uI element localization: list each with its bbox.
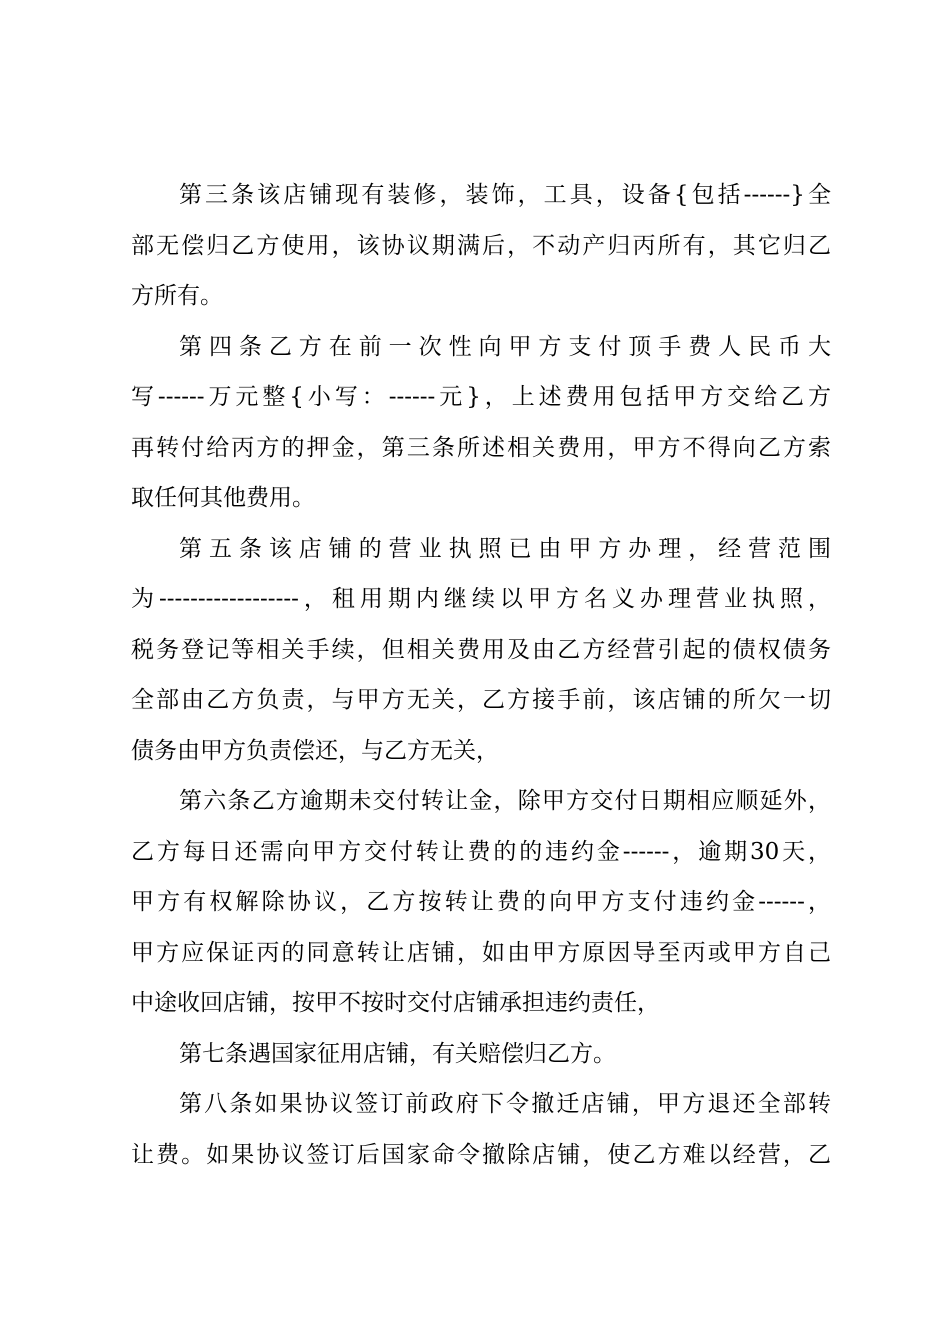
text-line: 第六条乙方逾期未交付转让金，除甲方交付日期相应顺延外，	[179, 788, 831, 814]
text-line: 第七条遇国家征用店铺，有关赔偿归乙方。	[179, 1040, 616, 1067]
text-line: 写------万元整{小写：------元}，上述费用包括甲方交给乙方	[131, 384, 831, 410]
paragraph-article-7	[131, 1029, 831, 1080]
text-line: 再转付给丙方的押金，第三条所述相关费用，甲方不得向乙方索	[131, 434, 831, 461]
paragraph-article-6	[131, 776, 831, 1029]
paragraph-article-8	[131, 1079, 831, 1180]
text-line: 中途收回店铺，按甲不按时交付店铺承担违约责任，	[131, 990, 660, 1016]
paragraph-article-4	[131, 322, 831, 524]
paragraph-article-5	[131, 524, 831, 777]
text-line: 乙方每日还需向甲方交付转让费的的违约金------，逾期30天，	[131, 838, 831, 865]
text-line: 税务登记等相关手续，但相关费用及由乙方经营引起的债权债务	[131, 636, 831, 663]
text-line: 全部由乙方负责，与甲方无关，乙方接手前，该店铺的所欠一切	[131, 687, 831, 713]
text-line: 方所有。	[131, 283, 223, 309]
text-line: 让费。如果协议签订后国家命令撤除店铺，使乙方难以经营，乙	[131, 1141, 831, 1168]
document-body	[131, 170, 831, 1180]
text-line: 部无偿归乙方使用，该协议期满后，不动产归丙所有，其它归乙	[131, 232, 831, 259]
text-line: 为------------------，租用期内继续以甲方名义办理营业执照，	[131, 586, 831, 612]
text-line: 甲方应保证丙的同意转让店铺，如由甲方原因导至丙或甲方自己	[131, 939, 831, 966]
text-line: 第八条如果协议签订前政府下令撤迁店铺，甲方退还全部转	[179, 1091, 831, 1117]
text-line: 第五条该店铺的营业执照已由甲方办理，经营范围	[179, 535, 831, 562]
text-line: 第四条乙方在前一次性向甲方支付顶手费人民币大	[179, 333, 831, 360]
text-line: 第三条该店铺现有装修，装饰，工具，设备{包括------}全	[179, 182, 831, 208]
text-line: 取任何其他费用。	[131, 485, 315, 511]
text-line: 甲方有权解除协议，乙方按转让费的向甲方支付违约金------，	[131, 889, 831, 915]
paragraph-article-3	[131, 170, 831, 322]
text-line: 债务由甲方负责偿还，与乙方无关，	[131, 737, 499, 764]
